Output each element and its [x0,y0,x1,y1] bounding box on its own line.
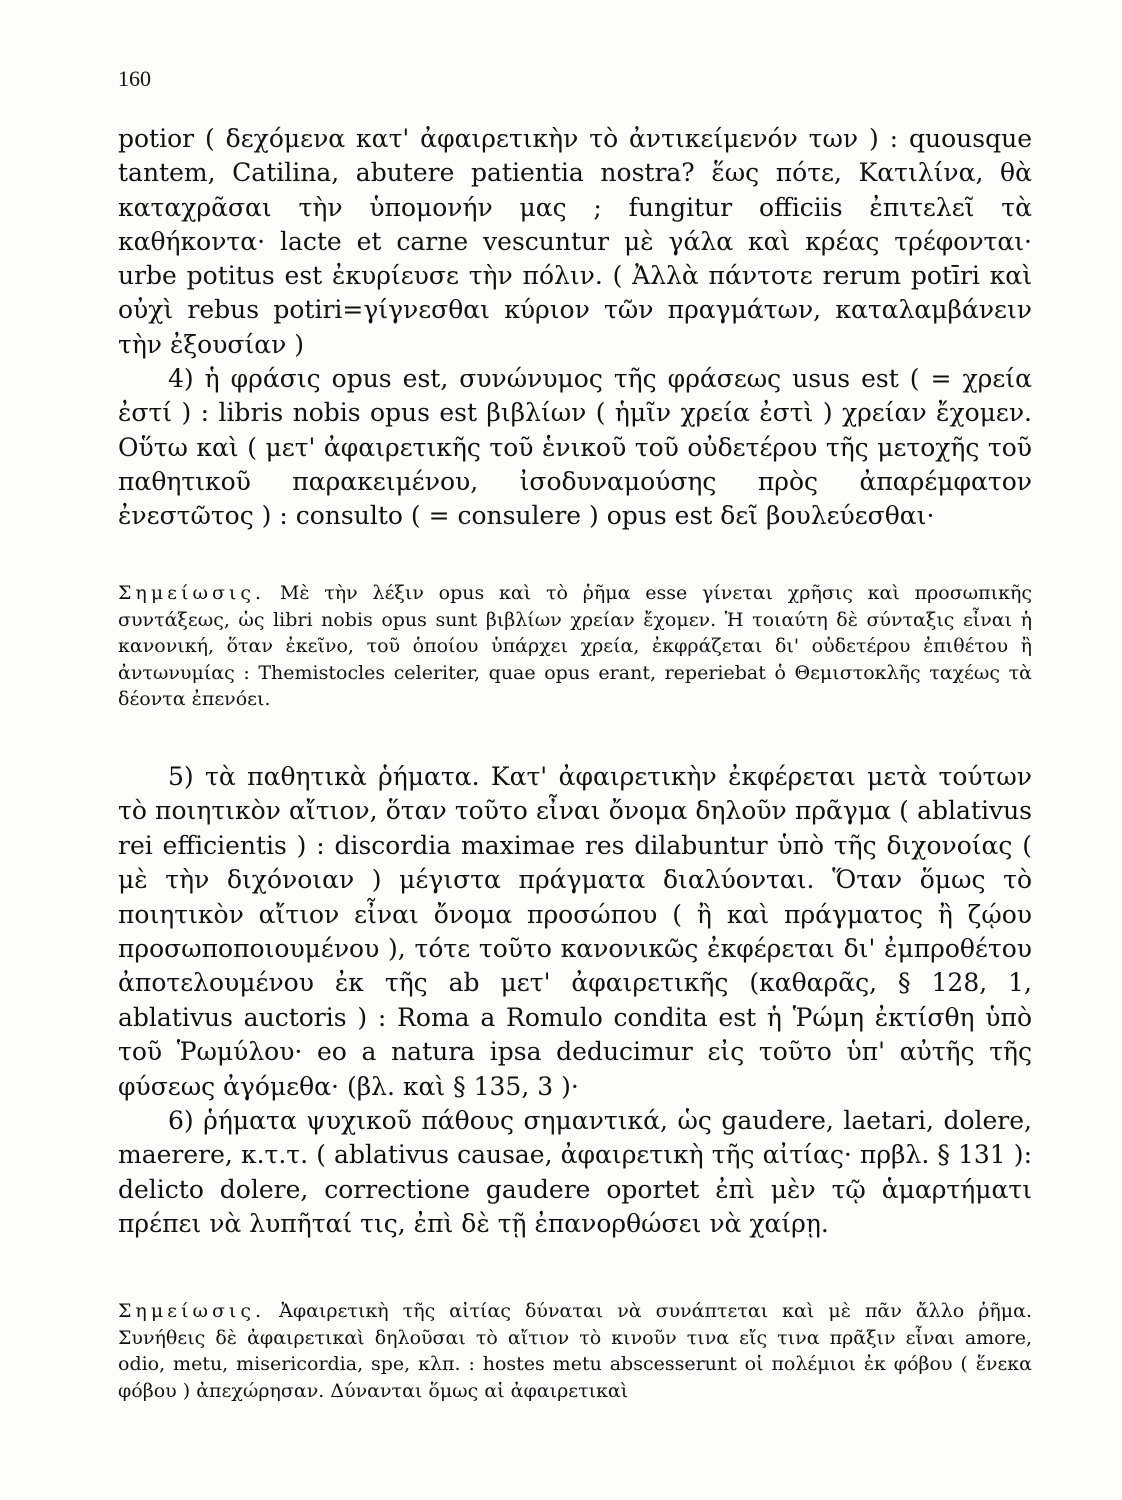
note-text: Μὲ τὴν λέξιν opus καὶ τὸ ῥῆμα esse γίνεται χρῆσις καὶ προσωπικῆς συντάξεως, ὡς libri nobis opus sunt βιβλίων χρείαν ἔχομεν. Ἡ τοιαύτη δὲ σύνταξις εἶναι ἡ κανονική, ὅταν ἐκεῖνο, τοῦ ὁποίου ὑπάρχει χρεία, ἐκφράζεται δι' οὐδετέρου ἐπιθέτου ἢ ἀντωνυμίας : Themistocles celeriter, quae opus erant, reperiebat ὁ Θεμιστοκλῆς ταχέως τὰ δέοντα ἐπενόει. [118,582,1033,711]
paragraph-emotion-verbs: 6) ῥήματα ψυχικοῦ πάθους σημαντικά, ὡς gaudere, laetari, dolere, maerere, κ.τ.τ. ( ablativus causae, ἀφαιρετικὴ τῆς αἰτίας· πρβλ. § 131 ): delicto dolere, correctione gaudere oportet ἐπὶ μὲν τῷ ἁμαρτήματι πρέπει νὰ λυπῆταί τις, ἐπὶ δὲ τῇ ἐπανορθώσει νὰ χαίρῃ. [118,1106,1032,1239]
note-opus-esse [118,580,1032,713]
note-ablative-cause [118,1298,1032,1404]
paragraph-passive-verbs: 5) τὰ παθητικὰ ῥήματα. Κατ' ἀφαιρετικὴν ἐκφέρεται μετὰ τούτων τὸ ποιητικὸν αἴτιον, ὅταν τοῦτο εἶναι ὄνομα δηλοῦν πρᾶγμα ( ablativus rei efficientis ) : discordia maximae res dilabuntur ὑπὸ τῆς διχονοίας ( μὲ τὴν διχόνοιαν ) μέγιστα πράγματα διαλύονται. Ὅταν ὅμως τὸ ποιητικὸν αἴτιον εἶναι ὄνομα προσώπου ( ἢ καὶ πράγματος ἢ ζῴου προσωποποιουμένου ), τότε τοῦτο κανονικῶς ἐκφέρεται δι' ἐμπροθέτου ἀποτελουμένου ἐκ τῆς ab μετ' ἀφαιρετικῆς (καθαρᾶς, § 128, 1, ablativus auctoris ) : Roma a Romulo condita est ἡ Ῥώμη ἐκτίσθη ὑπὸ τοῦ Ῥωμύλου· eo a natura ipsa deducimur εἰς τοῦτο ὑπ' αὐτῆς τῆς φύσεως ἀγόμεθα· (βλ. καὶ § 135, 3 )· [118,762,1032,1101]
note-label: Σημείωσις. [118,582,266,604]
page-number: 160 [118,66,151,91]
note-label: Σημείωσις. [118,1300,266,1322]
paragraph-potior: potior ( δεχόμενα κατ' ἀφαιρετικὴν τὸ ἀντικείμενόν των ) : quousque tantem, Catilina, abutere patientia nostra? ἕως πότε, Κατιλίνα, θὰ καταχρᾶσαι τὴν ὑπομονήν μας ; fungitur officiis ἐπιτελεῖ τὰ καθήκοντα· lacte et carne vescuntur μὲ γάλα καὶ κρέας τρέφονται· urbe potitus est ἐκυρίευσε τὴν πόλιν. ( Ἀλλὰ πάντοτε rerum potīri καὶ οὐχὶ rebus potiri=γίγνεσθαι κύριον τῶν πραγμάτων, καταλαμβάνειν τὴν ἐξουσίαν ) [118,124,1032,359]
paragraph-opus-est: 4) ἡ φράσις opus est, συνώνυμος τῆς φράσεως usus est ( = χρεία ἐστί ) : libris nobis opus est βιβλίων ( ἡμῖν χρεία ἐστὶ ) χρείαν ἔχομεν. Οὕτω καὶ ( μετ' ἀφαιρετικῆς τοῦ ἑνικοῦ τοῦ οὐδετέρου τῆς μετοχῆς τοῦ παθητικοῦ παρακειμένου, ἰσοδυναμούσης πρὸς ἀπαρέμφατον ἐνεστῶτος ) : consulto ( = consulere ) opus est δεῖ βουλεύεσθαι· [118,364,1032,531]
main-text-upper [118,122,1032,534]
main-text-lower [118,760,1032,1242]
note-text: Ἀφαιρετικὴ τῆς αἰτίας δύναται νὰ συνάπτεται καὶ μὲ πᾶν ἄλλο ῥῆμα. Συνήθεις δὲ ἀφαιρετικαὶ δηλοῦσαι τὸ αἴτιον τὸ κινοῦν τινα εἴς τινα πρᾶξιν εἶναι amore, odio, metu, misericordia, spe, κλπ. : hostes metu abscesserunt οἱ πολέμιοι ἐκ φόβου ( ἕνεκα φόβου ) ἀπεχώρησαν. Δύνανται ὅμως αἱ ἀφαιρετικαὶ [118,1300,1033,1402]
